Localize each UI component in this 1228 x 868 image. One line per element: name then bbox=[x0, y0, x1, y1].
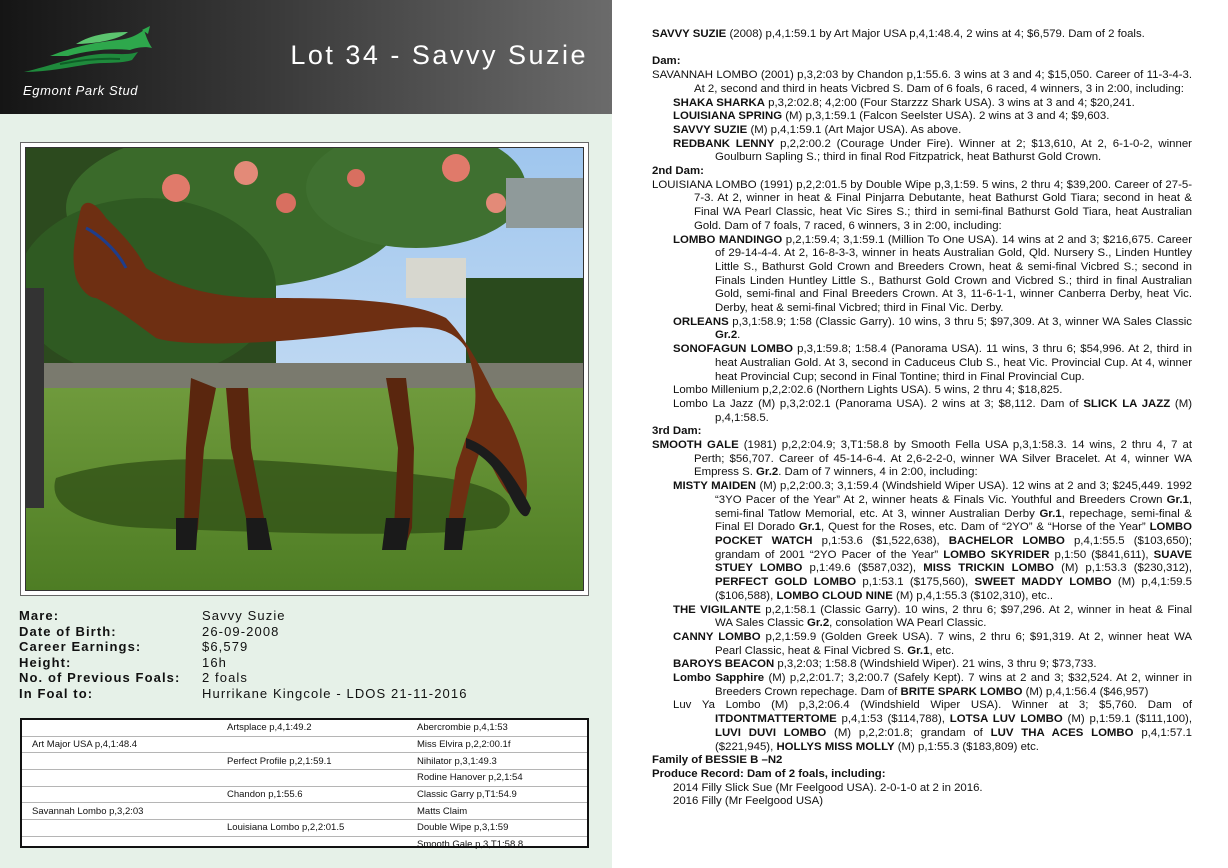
info-label: Date of Birth: bbox=[19, 623, 117, 639]
pedigree-cell: Miss Elvira p,2,2:00.1f bbox=[407, 736, 587, 753]
produce-text: p,2,1:59.9 (Golden Greek USA). 7 wins, 2 thru 6; $91,319. At 2, winner heat WA Pearl Classic, heat & Final Vicbred S. bbox=[715, 630, 1192, 657]
grade-label: Gr.2 bbox=[756, 466, 779, 479]
pedigree-cell: Rodine Hanover p,2,1:54 bbox=[407, 770, 587, 787]
produce-text: , Quest for the Roses, etc. Dam of “2YO” & “Horse of the Year” bbox=[821, 521, 1150, 534]
pedigree-cell: Smooth Gale p,3,T1:58.8 bbox=[417, 839, 524, 851]
produce-name: SAVVY SUZIE bbox=[673, 123, 748, 136]
intro-text: (2008) p,4,1:59.1 by Art Major USA p,4,1:48.4, 2 wins at 4; $6,579. Dam of 2 foals. bbox=[726, 28, 1145, 40]
produce-text: (M) p,3,1:59.1 (Falcon Seelster USA). 2 wins at 3 and 4; $9,603. bbox=[782, 110, 1110, 123]
produce-text: (M) p,1:55.3 ($183,809) etc. bbox=[894, 740, 1039, 753]
list-item bbox=[652, 110, 1192, 124]
produce-name: HOLLYS MISS MOLLY bbox=[776, 740, 895, 753]
info-row-in-foal bbox=[19, 686, 599, 702]
pedigree-cell: Art Major USA p,4,1:48.4 bbox=[22, 736, 217, 753]
produce-name: LUV THA ACES LOMBO bbox=[990, 726, 1134, 739]
produce-text: p,2,2:00.2 (Courage Under Fire). Winner at 2; $13,610, At 2, 6-1-0-2, winner Goulburn Sapling S.; third in final Rod Fitzpatrick, heat Bathurst Gold Crown. bbox=[715, 137, 1192, 164]
list-item bbox=[652, 124, 1192, 138]
pedigree-cell: Artsplace p,4,1:49.2 bbox=[217, 720, 407, 736]
produce-name: REDBANK LENNY bbox=[673, 137, 775, 150]
info-label: Mare: bbox=[19, 608, 60, 623]
grade-label: Gr.1 bbox=[1166, 493, 1189, 506]
produce-name: ITDONTMATTERTOME bbox=[715, 713, 837, 726]
list-item bbox=[652, 631, 1192, 658]
pedigree-cell bbox=[22, 820, 217, 837]
grade-label: Gr.1 bbox=[798, 521, 822, 534]
info-row-earnings bbox=[19, 639, 599, 655]
table-row bbox=[22, 736, 587, 753]
info-label: No. of Previous Foals: bbox=[19, 670, 181, 686]
produce-name: THE VIGILANTE bbox=[673, 603, 761, 616]
list-item bbox=[652, 480, 1192, 603]
brand-name: Egmont Park Stud bbox=[23, 83, 139, 98]
info-value: 16h bbox=[202, 654, 227, 670]
produce-text: (M) p,2,2:00.3; 3,1:59.4 (Windshield Wiper USA). 12 wins at 2 and 3; $245,449. 1992 “3YO Pacer of the Year” At 2, winner heats & Finals Vic. Youthful and Breeders Crown bbox=[715, 480, 1192, 506]
dam2-text: LOUISIANA LOMBO (1991) p,2,2:01.5 by Double Wipe p,3,1:59. 5 wins, 2 thru 4; $39,200. Career of 27-5-7-3. At 2, winner in heat & Final Pinjarra Debutante, heat Bathurst Gold Tiara; second in heat & Final WA Pearl Classic, heat Vic Sires S.; third in semi-final Bathurst Gold Tiara, heat Australian Gold. Dam of 7 foals, 7 raced, 6 winners, 3 in 2:00, including: bbox=[652, 178, 1192, 232]
pedigree-cell bbox=[217, 803, 407, 820]
info-row-dob bbox=[19, 624, 599, 640]
produce-text: (M) p,4,1:59.1 (Art Major USA). As above. bbox=[747, 123, 962, 136]
dam2-heading: 2nd Dam: bbox=[652, 165, 704, 178]
produce-text: , repechage, semi-final & Final El Dorado bbox=[715, 507, 1192, 534]
produce-text: p,4,1:53 ($114,788), bbox=[836, 713, 950, 726]
produce-name: MISTY MAIDEN bbox=[673, 480, 756, 493]
horse-photo-image bbox=[26, 148, 583, 590]
info-label: Career Earnings: bbox=[19, 639, 142, 655]
info-value: $6,579 bbox=[202, 639, 249, 655]
produce-text: p,2,1:59.4; 3,1:59.1 (Million To One USA). 14 wins at 2 and 3; $216,675. Career of 29-14-4-4. At 2, 16-8-3-3, winner in heats Australian Gold, Qld. Nursery S., Linden Huntley Little S., Bathurst Gold Crown and Breeders Crown, heat & semi-final Vicbred S.; second in Finals Linden Huntley Little S., Bathurst Gold Crown and Vicbred S.; third in final Australian Gold, semi-final and Final Breeders Crown. At 3, 11-6-1-1, winner Canberra Derby, heat Vic. Derby, heat & semi-final Vicbred; third in Final Vic. Derby. bbox=[715, 233, 1192, 315]
horse-photo bbox=[25, 147, 584, 591]
pedigree-table bbox=[20, 718, 589, 851]
info-row-foals bbox=[19, 670, 599, 686]
pedigree-cell bbox=[22, 786, 217, 803]
produce-name: ORLEANS bbox=[673, 315, 729, 328]
produce-text: p,3,2:02.8; 4,2:00 (Four Starzzz Shark USA). 3 wins at 3 and 4; $20,241. bbox=[764, 96, 1135, 109]
dam3-text bbox=[652, 439, 1192, 480]
list-item bbox=[652, 658, 1192, 672]
family-line: Family of BESSIE B –N2 bbox=[652, 754, 783, 767]
pedigree-cell bbox=[22, 753, 217, 770]
list-item bbox=[652, 672, 1192, 699]
produce-text: p,3,1:59.8; 1:58.4 (Panorama USA). 11 wins, 3 thru 6; $54,996. At 2, third in heat Australian Gold. At 3, second in Caduceus Club S., heat Vic. Provincial Cup. At 4, winner heat Provincial Cup; second in Final Tontine; third in Final Provincial Cup. bbox=[715, 343, 1192, 383]
produce-text: (M) p,4,1:55.3 ($102,310), etc.. bbox=[892, 589, 1054, 602]
pedigree-cell bbox=[22, 770, 217, 787]
pedigree-cell: Double Wipe p,3,1:59 bbox=[407, 820, 587, 837]
pedigree-cell bbox=[217, 736, 407, 753]
produce-text: (M) p,1:53.3 ($230,312), bbox=[1054, 562, 1193, 575]
horse-logo-icon bbox=[20, 26, 160, 78]
list-item: 2016 Filly (Mr Feelgood USA) bbox=[673, 795, 824, 808]
list-item bbox=[652, 398, 1192, 425]
mare-info bbox=[19, 608, 599, 702]
produce-text: p,3,1:58.9; 1:58 (Classic Garry). 10 wins, 3 thru 5; $97,309. At 3, winner WA Sales Classic bbox=[728, 315, 1192, 328]
pedigree-cell: Classic Garry p,T1:54.9 bbox=[407, 786, 587, 803]
produce-text: p,1:50 ($841,611), bbox=[1049, 548, 1154, 561]
horse-name: SAVVY SUZIE bbox=[652, 28, 727, 40]
produce-name: PERFECT GOLD LOMBO bbox=[715, 576, 857, 589]
list-item bbox=[652, 343, 1192, 384]
produce-name: CANNY LOMBO bbox=[673, 630, 761, 643]
dam3-heading: 3rd Dam: bbox=[652, 425, 702, 438]
pedigree-cell: Perfect Profile p,2,1:59.1 bbox=[217, 753, 407, 770]
table-row bbox=[22, 770, 587, 787]
list-item bbox=[652, 604, 1192, 631]
grade-label: Gr.2 bbox=[715, 329, 738, 342]
produce-text: (M) p,2,2:01.7; 3,2:00.7 (Safely Kept). 7 wins at 2 and 3; $32,524. At 2, winner in Breeders Crown repechage. Dam of bbox=[715, 672, 1192, 698]
produce-name: MISS TRICKIN LOMBO bbox=[923, 562, 1055, 575]
catalogue-text bbox=[652, 28, 1192, 809]
intro-paragraph bbox=[652, 28, 1192, 42]
produce-text: . Dam of 7 winners, 4 in 2:00, including: bbox=[778, 466, 978, 479]
produce-text: (M) p,4,1:56.4 ($46,957) bbox=[1022, 685, 1149, 698]
table-row bbox=[22, 753, 587, 770]
pedigree-cell: Abercrombie p,4,1:53 bbox=[407, 720, 587, 736]
list-item: Lombo Millenium p,2,2:02.6 (Northern Lights USA). 5 wins, 2 thru 4; $18,825. bbox=[673, 384, 1063, 397]
produce-text: p,2,1:58.1 (Classic Garry). 10 wins, 2 thru 6; $97,296. At 2, winner in heat & Final WA Sales Classic bbox=[715, 603, 1193, 630]
left-panel bbox=[0, 0, 612, 868]
pedigree-cell bbox=[22, 720, 217, 736]
pedigree-cell bbox=[217, 836, 407, 852]
pedigree-cell: Louisiana Lombo p,2,2:01.5 bbox=[217, 820, 407, 837]
produce-name: SMOOTH GALE bbox=[652, 439, 739, 452]
photo-frame bbox=[20, 142, 589, 596]
produce-name: BAROYS BEACON bbox=[673, 658, 775, 671]
produce-text: . bbox=[737, 329, 741, 342]
produce-text: (M) p,4,1:58.5. bbox=[715, 397, 1192, 424]
produce-text: p,1:49.6 ($587,032), bbox=[802, 562, 924, 575]
list-item bbox=[652, 699, 1192, 754]
pedigree-cell: Nihilator p,3,1:49.3 bbox=[407, 753, 587, 770]
info-label: In Foal to: bbox=[19, 685, 94, 701]
produce-text: p,3,2:03; 1:58.8 (Windshield Wiper). 21 wins, 3 thru 9; $73,733. bbox=[774, 658, 1097, 671]
produce-name: BRITE SPARK LOMBO bbox=[900, 685, 1023, 698]
grade-label: Gr.1 bbox=[1039, 507, 1062, 520]
list-item bbox=[652, 97, 1192, 111]
pedigree-cell: Savannah Lombo p,3,2:03 bbox=[22, 803, 217, 820]
produce-text: , etc. bbox=[929, 644, 955, 657]
info-value: 26-09-2008 bbox=[202, 623, 280, 639]
info-label: Height: bbox=[19, 654, 72, 670]
produce-name: SHAKA SHARKA bbox=[673, 96, 765, 109]
produce-name: LOTSA LUV LOMBO bbox=[949, 713, 1063, 726]
info-value: 2 foals bbox=[202, 670, 249, 686]
header-banner bbox=[0, 0, 612, 114]
table-row bbox=[22, 803, 587, 820]
info-row-mare bbox=[19, 608, 599, 624]
produce-name: SLICK LA JAZZ bbox=[1083, 397, 1171, 410]
produce-text: p,1:53.6 ($1,522,638), bbox=[812, 535, 949, 547]
table-row bbox=[22, 836, 587, 852]
produce-name: LOMBO CLOUD NINE bbox=[776, 589, 893, 602]
list-item bbox=[652, 234, 1192, 316]
produce-name: LOMBO POCKET WATCH bbox=[715, 521, 1192, 547]
produce-name: LOMBO SKYRIDER bbox=[943, 548, 1050, 561]
table-row bbox=[22, 720, 587, 736]
produce-name: SUAVE STUEY LOMBO bbox=[715, 548, 1193, 575]
produce-text: (M) p,4,1:59.5 ($106,588), bbox=[715, 576, 1192, 602]
list-item bbox=[652, 316, 1192, 343]
info-row-height bbox=[19, 655, 599, 671]
produce-name: Lombo Sapphire bbox=[673, 672, 765, 685]
dam-heading: Dam: bbox=[652, 55, 681, 68]
produce-name: SONOFAGUN LOMBO bbox=[673, 343, 793, 356]
lot-title: Lot 34 - Savvy Suzie bbox=[290, 40, 588, 70]
pedigree-cell: Chandon p,1:55.6 bbox=[217, 786, 407, 803]
produce-name: LUVI DUVI LOMBO bbox=[715, 726, 827, 739]
produce-text: , consolation WA Pearl Classic. bbox=[829, 617, 987, 630]
list-item: 2014 Filly Slick Sue (Mr Feelgood USA). 2-0-1-0 at 2 in 2016. bbox=[673, 781, 983, 794]
pedigree-cell: Matts Claim bbox=[407, 803, 587, 820]
grade-label: Gr.1 bbox=[907, 644, 930, 657]
pedigree-cell bbox=[22, 836, 217, 852]
table-row bbox=[22, 786, 587, 803]
produce-name: BACHELOR LOMBO bbox=[948, 535, 1065, 547]
dam-text: SAVANNAH LOMBO (2001) p,3,2:03 by Chandon p,1:55.6. 3 wins at 3 and 4; $15,050. Career of 11-3-4-3. At 2, second and third in heats Vicbred S. Dam of 6 foals, 6 raced, 4 winners, 3 in 2:00, including: bbox=[652, 69, 1192, 95]
produce-text: , semi-final Tatlow Memorial, etc. At 3, winner Australian Derby bbox=[715, 493, 1192, 520]
pedigree-cell bbox=[217, 770, 407, 787]
produce-text: p,1:53.1 ($175,560), bbox=[856, 576, 975, 589]
produce-text: (1981) p,2,2:04.9; 3,T1:58.8 by Smooth Fella USA p,3,1:58.3. 14 wins, 2 thru 4, 7 at Perth; $56,707. Career of 45-14-6-4. At 2,6-2-2-0, winner WA Silver Bracelet. At 4, winner WA Empress S. bbox=[694, 439, 1193, 479]
table-row bbox=[22, 820, 587, 837]
list-item bbox=[652, 138, 1192, 165]
produce-text: (M) p,1:59.1 ($111,100), bbox=[1062, 713, 1192, 726]
info-value: Savvy Suzie bbox=[202, 608, 286, 623]
produce-text: (M) p,2,2:01.8; grandam of bbox=[826, 726, 991, 739]
produce-text: p,4,1:57.1 ($221,945), bbox=[715, 726, 1193, 753]
produce-name: LOUISIANA SPRING bbox=[673, 110, 783, 123]
grade-label: Gr.2 bbox=[807, 617, 830, 630]
produce-name: SWEET MADDY LOMBO bbox=[974, 576, 1112, 589]
info-value: Hurrikane Kingcole - LDOS 21-11-2016 bbox=[202, 685, 468, 701]
produce-text: p,4,1:55.5 ($103,650); grandam of 2001 “2YO Pacer of the Year” bbox=[715, 535, 1192, 561]
produce-text: Luv Ya Lombo (M) p,3,2:06.4 (Windshield Wiper USA). Winner at 3; $5,760. Dam of bbox=[673, 699, 1192, 712]
produce-heading: Produce Record: Dam of 2 foals, including: bbox=[652, 767, 886, 780]
produce-text: Lombo La Jazz (M) p,3,2:02.1 (Panorama USA). 2 wins at 3; $8,112. Dam of bbox=[673, 397, 1084, 410]
produce-name: LOMBO MANDINGO bbox=[673, 233, 783, 246]
